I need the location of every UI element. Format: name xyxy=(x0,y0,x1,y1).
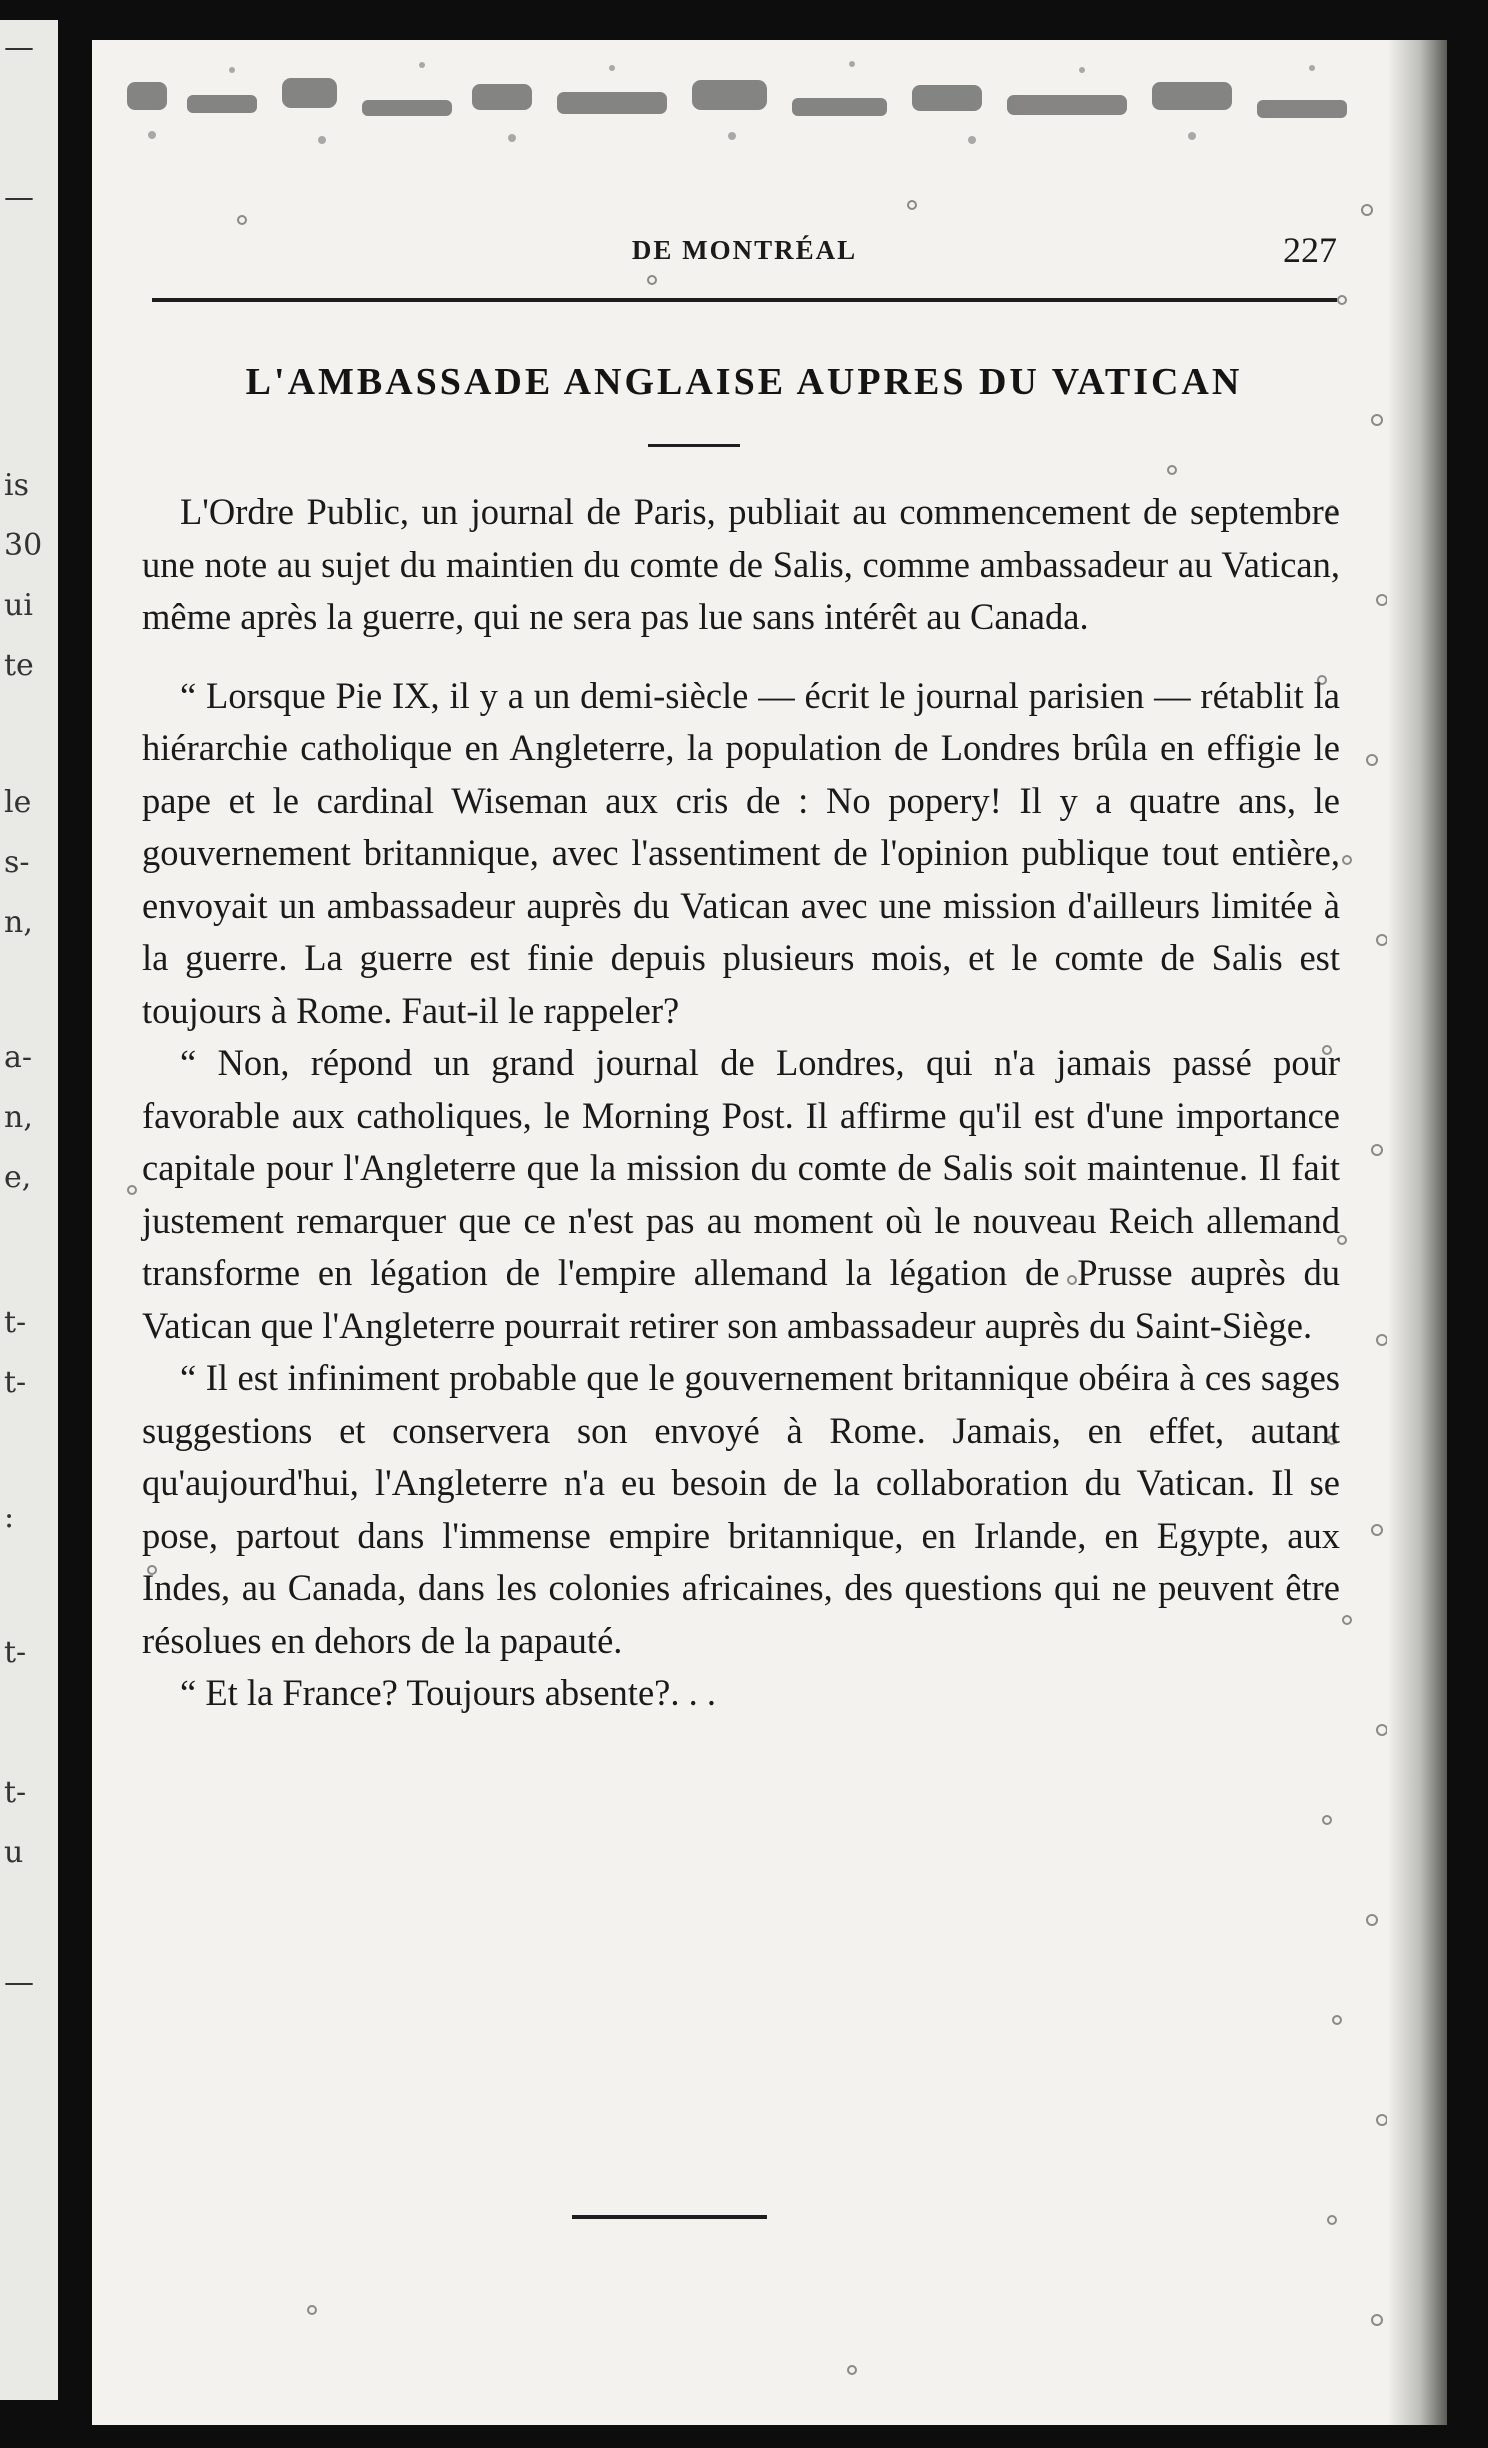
previous-page-fragment: n, xyxy=(4,905,33,940)
page-header xyxy=(152,230,1337,295)
article-body xyxy=(142,460,1340,1720)
previous-page-fragment: le xyxy=(4,785,32,820)
previous-page-fragment: ui xyxy=(4,588,33,623)
previous-page-fragment: t- xyxy=(4,1305,27,1340)
previous-page-fragment: a- xyxy=(4,1040,33,1075)
end-rule xyxy=(572,2215,767,2219)
previous-page-fragment: s- xyxy=(4,845,30,880)
book-page xyxy=(92,40,1447,2425)
previous-page-fragment: e, xyxy=(4,1160,32,1195)
previous-page-fragment: — xyxy=(4,1965,34,2000)
previous-page-fragment: t- xyxy=(4,1365,27,1400)
paragraph: “ Et la France? Toujours absente?. . . xyxy=(180,1672,716,1713)
article-title: L'AMBASSADE ANGLAISE AUPRES DU VATICAN xyxy=(245,361,1243,403)
running-head: DE MONTRÉAL xyxy=(631,235,858,265)
previous-page-fragment: — xyxy=(4,30,34,65)
page-edge-shadow xyxy=(1387,40,1447,2425)
previous-page-fragment: n, xyxy=(4,1100,33,1135)
previous-page-fragment: — xyxy=(4,180,34,215)
header-rule xyxy=(152,298,1337,302)
previous-page-edge xyxy=(0,20,58,2400)
paragraph: L'Ordre Public, un journal de Paris, publiait au commencement de septembre une note au sujet du maintien du comte de Salis, comme ambassadeur au Vatican, même après la guerre, qui ne sera pas lue sans intérêt au Canada. xyxy=(142,491,1340,637)
previous-page-fragment: u xyxy=(4,1835,24,1870)
previous-page-fragment: is xyxy=(4,468,29,503)
paragraph: “ Lorsque Pie IX, il y a un demi-siècle — écrit le journal parisien — rétablit la hiérarchie catholique en Angleterre, la population de Londres brûla en effigie le pape et le cardinal Wiseman aux cris de : No popery! Il y a quatre ans, le gouvernement britannique, avec l'assentiment de l'opinion publique tout entière, envoyait un ambassadeur auprès du Vatican avec une mission d'ailleurs limitée à la guerre. La guerre est finie depuis plusieurs mois, et le comte de Salis est toujours à Rome. Faut-il le rappeler? xyxy=(142,674,1340,1031)
previous-page-fragment: : xyxy=(4,1500,15,1535)
previous-page-fragment: te xyxy=(4,648,34,683)
previous-page-fragment: t- xyxy=(4,1775,27,1810)
paragraph: “ Il est infiniment probable que le gouvernement britannique obéira à ces sages suggestions et conservera son envoyé à Rome. Jamais, en effet, autant qu'aujourd'hui, l'Angleterre n'a eu besoin de la collaboration du Vatican. Il se pose, partout dans l'immense empire britannique, en Irlande, en Egypte, aux Indes, au Canada, dans les colonies africaines, des questions qui ne peuvent être résolues en dehors de la papauté. xyxy=(142,1357,1340,1661)
title-rule xyxy=(648,444,740,447)
page-number: 227 xyxy=(1283,230,1337,270)
previous-page-fragment: 30 xyxy=(4,528,43,563)
paragraph: “ Non, répond un grand journal de Londres, qui n'a jamais passé pour favorable aux catholiques, le Morning Post. Il affirme qu'il est d'une importance capitale pour l'Angleterre que la mission du comte de Salis soit maintenue. Il fait justement remarquer que ce n'est pas au moment où le nouveau Reich allemand transforme en légation de l'empire allemand la légation de Prusse auprès du Vatican que l'Angleterre pourrait retirer son ambassadeur auprès du Saint-Siège. xyxy=(142,1042,1340,1346)
previous-page-fragment: t- xyxy=(4,1635,27,1670)
